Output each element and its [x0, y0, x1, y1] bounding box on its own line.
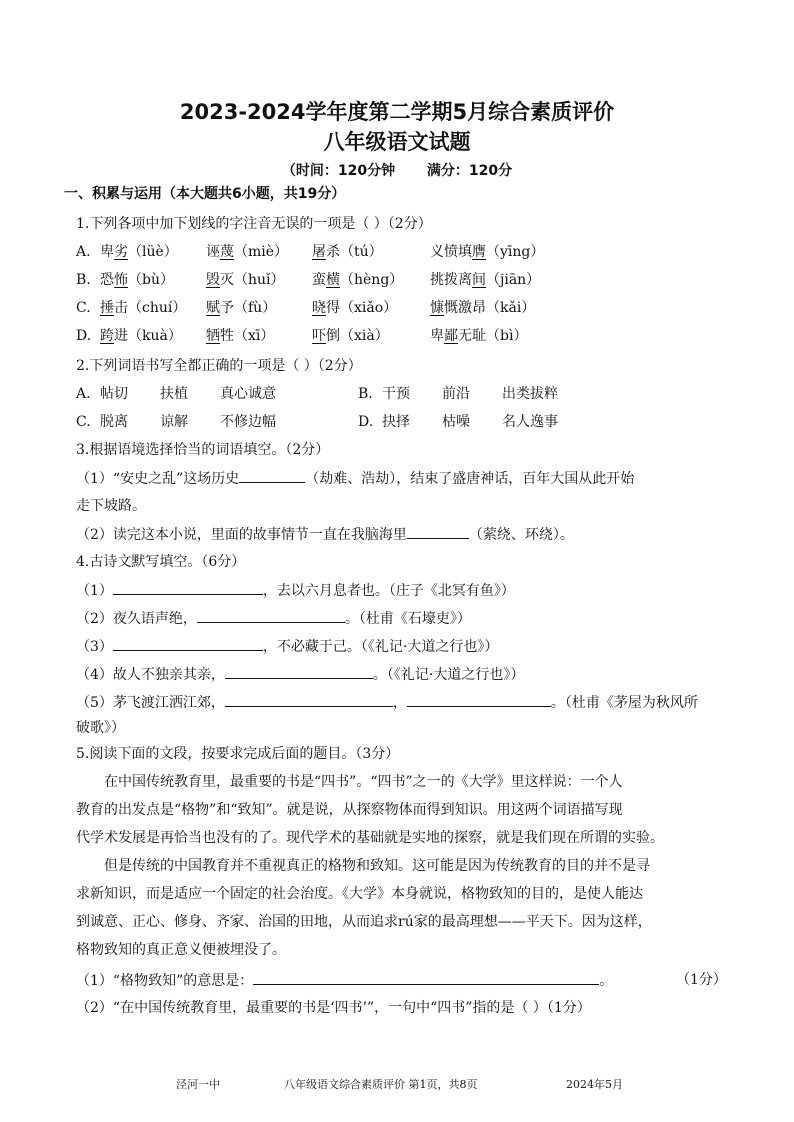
option-word: 名人逸事 [502, 414, 558, 430]
option-label: C. [76, 414, 91, 430]
option-word: 帖切 [100, 386, 128, 402]
question-2-stem: 2.下列词语书写全都正确的一项是（ ）（2分） [76, 358, 362, 374]
footer-page-info: 八年级语文综合素质评价 第1页，共8页 [284, 1078, 478, 1091]
pinyin-item [206, 298, 276, 318]
item-text: 牲（xī） [220, 328, 275, 344]
pinyin-item [100, 242, 178, 262]
score-info: 满分：120分 [426, 163, 513, 179]
pinyin-item [430, 242, 544, 262]
exam-title-line1: 2023-2024学年度第二学期5月综合素质评价 [179, 100, 615, 124]
option-label: D. [358, 414, 374, 430]
option-word: 真心诚意 [220, 386, 276, 402]
item-text: 予（fù） [220, 300, 277, 316]
underlined-char: 毁 [206, 272, 220, 288]
item-text: （lüè） [128, 244, 178, 260]
item-text: 诬 [206, 244, 220, 260]
item-text: 卑 [100, 244, 114, 260]
underlined-char: 捶 [100, 300, 114, 316]
q4-l2-text-b: 。（杜甫《石壕吏》） [344, 611, 471, 627]
answer-blank[interactable] [407, 692, 551, 707]
question-4-line-3 [76, 636, 498, 657]
q3-p1-text-a: （1）“安史之乱”这场历史 [76, 471, 240, 487]
q4-l3-text: ，不必藏于己。（《礼记·大道之行也》） [262, 639, 499, 655]
passage-p2-line3: 到诚意、正心、修身、齐家、治国的田地，从而追求rú家的最高理想——平天下。因为这样， [76, 914, 652, 930]
pinyin-item [312, 326, 389, 346]
q4-l5-text-c: 。（杜甫《茅屋为秋风所 [550, 695, 698, 711]
underlined-char: 劣 [114, 244, 128, 260]
pinyin-item [100, 326, 182, 346]
q5-sub1-text: （1）“格物致知”的意思是： [76, 973, 254, 989]
pinyin-item [206, 326, 274, 346]
item-text: 无耻（bì） [458, 328, 528, 344]
item-text: 义愤填 [430, 244, 472, 260]
passage-p2-line1: 但是传统的中国教育并不重视真正的格物和致知。这可能是因为传统教育的目的并不是寻 [104, 858, 650, 874]
item-text: 挑拨离 [430, 272, 472, 288]
underlined-char: 屠 [312, 244, 326, 260]
option-label: B. [358, 386, 373, 402]
pinyin-item [100, 270, 174, 290]
pinyin-item [430, 270, 540, 290]
pinyin-item [430, 298, 535, 318]
question-4-line-2 [76, 608, 471, 629]
underlined-char: 吓 [312, 328, 326, 344]
item-text: 击（chuí） [114, 300, 187, 316]
answer-blank[interactable] [197, 608, 345, 623]
question-3-part-2 [76, 524, 574, 545]
item-text: 灭（huǐ） [220, 272, 285, 288]
item-text: （jiān） [486, 272, 541, 288]
q3-p1-text-b: （劫难、浩劫），结束了盛唐神话，百年大国从此开始 [305, 471, 635, 487]
q4-l3-label: （3） [76, 639, 113, 655]
item-text: 进（kuà） [114, 328, 182, 344]
underlined-char: 晓 [312, 300, 326, 316]
option-label: A. [76, 386, 91, 402]
q4-l2-text-a: （2）夜久语声绝， [76, 611, 197, 627]
answer-blank[interactable] [407, 524, 469, 539]
item-text: 卑 [430, 328, 444, 344]
question-3-part-1 [76, 468, 634, 489]
underlined-char: 横 [326, 272, 340, 288]
passage-p2-line4: 格物致知的真正意义便被埋没了。 [76, 942, 286, 958]
option-word: 不修边幅 [220, 414, 276, 430]
option-label: A. [76, 244, 91, 260]
option-label: C. [76, 300, 91, 316]
passage-p2-line2: 求新知识，而是适应一个固定的社会治度。《大学》本身就说，格物致知的目的，是使人能达 [76, 886, 643, 902]
underlined-char: 鄙 [444, 328, 458, 344]
question-4-line-5 [76, 692, 698, 713]
question-5-sub-2: （2）“在中国传统教育里，最重要的书是‘四书’”，一句中“四书”指的是（ ）（1分） [76, 1000, 591, 1016]
passage-p1-line3: 代学术发展是再恰当也没有的了。现代学术的基础就是实地的探察，就是我们现在所谓的实验。 [76, 830, 664, 846]
question-4-line-1 [76, 580, 515, 601]
q4-l5-text-a: （5）茅飞渡江洒江郊， [76, 695, 225, 711]
item-text: 蛮 [312, 272, 326, 288]
underlined-char: 跨 [100, 328, 114, 344]
underlined-char: 赋 [206, 300, 220, 316]
question-4-line-4 [76, 664, 524, 685]
question-1-stem: 1.下列各项中加下划线的字注音无误的一项是（ ）（2分） [76, 216, 432, 232]
option-word: 抉择 [382, 414, 410, 430]
answer-blank[interactable] [225, 664, 373, 679]
item-text: （hèng） [340, 272, 404, 288]
footer-date: 2024年5月 [566, 1078, 623, 1091]
option-word: 谅解 [160, 414, 188, 430]
q4-l4-text-a: （4）故人不独亲其亲， [76, 667, 225, 683]
option-word: 前沿 [442, 386, 470, 402]
option-word: 扶植 [160, 386, 188, 402]
item-text: （yīng） [486, 244, 545, 260]
underlined-char: 间 [472, 272, 486, 288]
pinyin-item [312, 270, 403, 290]
item-text: 慨激昂（kǎi） [444, 300, 536, 316]
underlined-char: 蔑 [220, 244, 234, 260]
passage-p1-line2: 教育的出发点是“格物”和“致知”。就是说，从探察物体而得到知识。用这两个词语描写现 [76, 802, 623, 818]
pinyin-item [430, 326, 527, 346]
option-label: B. [76, 272, 91, 288]
q3-p2-text-a: （2）读完这本小说，里面的故事情节一直在我脑海里 [76, 527, 407, 543]
q4-l1-label: （1） [76, 583, 113, 599]
underlined-char: 牺 [206, 328, 220, 344]
option-word: 干预 [382, 386, 410, 402]
question-3-part-1-cont: 走下坡路。 [76, 498, 146, 514]
pinyin-item [206, 242, 288, 262]
q3-p2-text-b: （萦绕、环绕）。 [468, 527, 574, 543]
item-text: （bù） [128, 272, 174, 288]
item-text: 倒（xià） [326, 328, 389, 344]
item-text: 得（xiǎo） [326, 300, 398, 316]
item-text: （miè） [234, 244, 289, 260]
exam-title-line2: 八年级语文试题 [323, 130, 471, 154]
passage-p1-line1: 在中国传统教育里，最重要的书是“四书”。“四书”之一的《大学》里这样说：一个人 [104, 774, 623, 790]
item-text: 恐 [100, 272, 114, 288]
pinyin-item [100, 298, 186, 318]
answer-blank[interactable] [239, 468, 305, 483]
answer-blank[interactable] [113, 580, 263, 595]
option-word: 脱离 [100, 414, 128, 430]
time-info: （时间：120分钟 [281, 163, 396, 179]
question-3-stem: 3.根据语境选择恰当的词语填空。（2分） [76, 442, 330, 458]
underlined-char: 慷 [430, 300, 444, 316]
exam-info [0, 160, 794, 180]
q5-sub1-period: 。 [599, 973, 614, 989]
underlined-char: 膺 [472, 244, 486, 260]
footer-school: 泾河一中 [176, 1078, 220, 1091]
underlined-char: 怖 [114, 272, 128, 288]
question-5-stem: 5.阅读下面的文段，按要求完成后面的题目。（3分） [76, 746, 400, 762]
question-5-sub-1-score: （1分） [676, 972, 727, 988]
answer-blank[interactable] [113, 636, 263, 651]
question-5-sub-1 [76, 970, 613, 991]
item-text: 杀（tú） [326, 244, 383, 260]
option-word: 枯噪 [442, 414, 470, 430]
pinyin-item [312, 298, 397, 318]
q4-l4-text-b: 。（《礼记·大道之行也》） [372, 667, 525, 683]
pinyin-item [206, 270, 285, 290]
q4-l5-comma: ， [392, 695, 407, 711]
question-4-line-5-cont: 破歌》） [76, 720, 125, 736]
option-label: D. [76, 328, 92, 344]
question-4-stem: 4.古诗文默写填空。（6分） [76, 554, 246, 570]
answer-blank[interactable] [253, 970, 599, 985]
answer-blank[interactable] [225, 692, 393, 707]
q4-l1-text: ，去以六月息者也。（庄子《北冥有鱼》） [262, 583, 515, 599]
section-heading: 一、积累与运用（本大题共6小题，共19分） [64, 186, 346, 202]
option-word: 出类拔粹 [502, 386, 558, 402]
pinyin-item [312, 242, 383, 262]
